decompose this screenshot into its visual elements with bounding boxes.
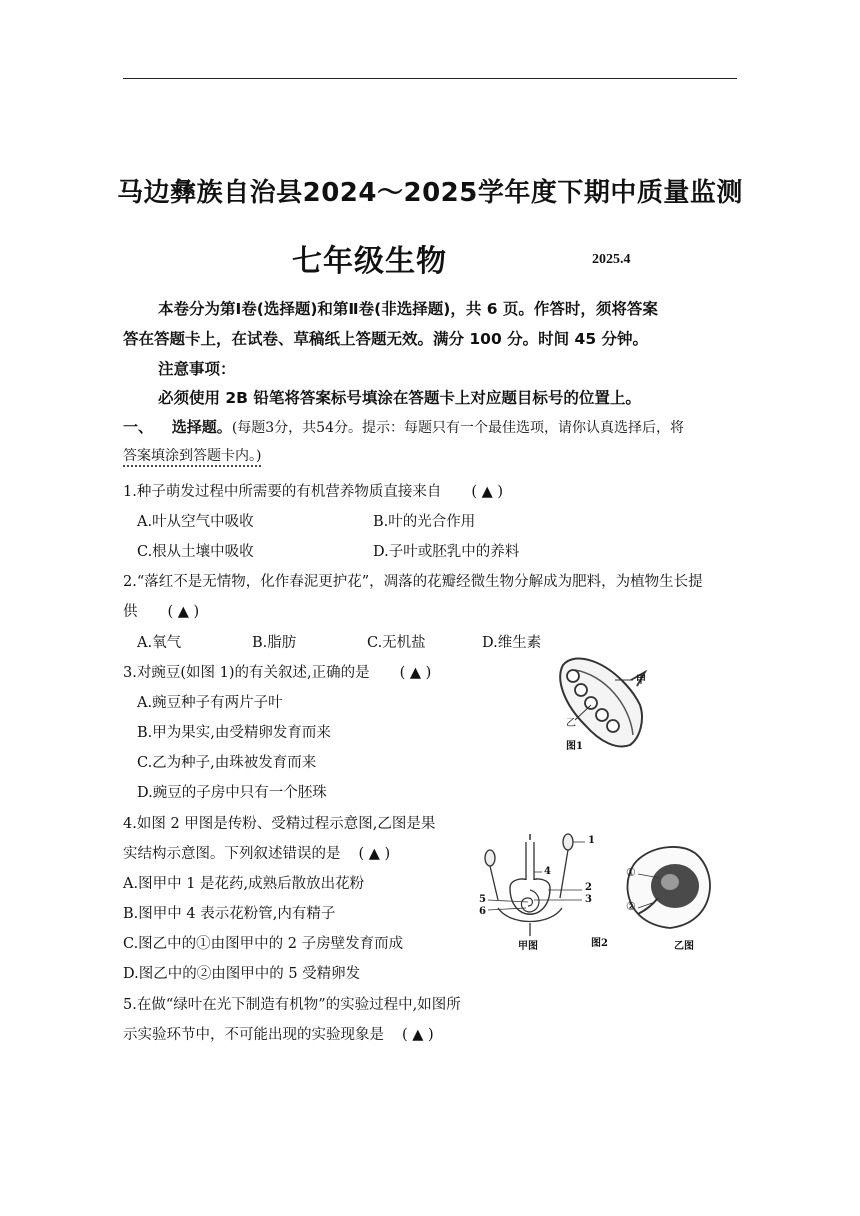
figure-2-circle-2: ② [626, 900, 636, 913]
section1-desc-1: (每题3分，共54分。提示：每题只有一个最佳选项，请你认真选择后，将 [231, 420, 684, 436]
figure-1-label-jia: 甲 [636, 675, 646, 686]
question-1 [123, 480, 503, 501]
exam-title: 马边彝族自治县2024～2025学年度下期中质量监测 [117, 178, 743, 208]
pea-seed [575, 684, 587, 696]
notice-text: 必须使用 2B 铅笔将答案标号填涂在答题卡上对应题目标号的位置上。 [158, 389, 641, 407]
question-5-stem: 5.在做“绿叶在光下制造有机物”的实验过程中,如图所 [123, 997, 461, 1013]
figure-1-label-yi: 乙 [566, 718, 576, 729]
figure-2-label-1: 1 [588, 835, 595, 846]
figure-2-label-2: 2 [585, 882, 592, 893]
q2-option-a: A.氧气 [137, 635, 182, 651]
q4-option-a: A.图甲中 1 是花药,成熟后散放出花粉 [123, 876, 365, 892]
question-5-line-2 [123, 1023, 434, 1044]
q2-option-d: D.维生素 [482, 635, 542, 651]
q4-option-b: B.图甲中 4 表示花粉管,内有精子 [123, 906, 336, 922]
pea-seed [567, 670, 579, 682]
q4-option-c: C.图乙中的①由图甲中的 2 子房壁发育而成 [123, 936, 404, 952]
question-1-stem: 1.种子萌发过程中所需要的有机营养物质直接来自 [123, 484, 442, 500]
ovary [510, 879, 550, 914]
figure-2-caption: 图2 [591, 938, 608, 949]
question-3-stem: 3.对豌豆(如图 1)的有关叙述,正确的是 [123, 665, 370, 681]
ovule [521, 890, 539, 912]
filament [490, 866, 498, 900]
answer-blank: ( ▲ ) [358, 846, 391, 862]
style [526, 842, 534, 880]
question-2-stem-2: 供 [123, 604, 138, 620]
figure-2-circle-1: ① [626, 866, 636, 879]
question-3 [123, 661, 431, 682]
answer-blank: ( ▲ ) [402, 1027, 434, 1043]
pea-seed [607, 720, 619, 732]
q4-option-d: D.图乙中的②由图甲中的 5 受精卵发 [123, 966, 361, 982]
seed-highlight [661, 874, 679, 890]
section1-desc-2: 答案填涂到答题卡内。) [123, 448, 261, 467]
answer-blank: ( ▲ ) [471, 484, 504, 500]
figure-2-label-6: 6 [479, 906, 486, 917]
figure-2-label-3: 3 [585, 894, 592, 905]
notice-label: 注意事项： [158, 360, 236, 378]
intro-line-1: 本卷分为第Ⅰ卷(选择题)和第Ⅱ卷(非选择题)，共 6 页。作答时，须将答案 [158, 300, 658, 318]
figure-2-label-4: 4 [544, 866, 551, 877]
answer-blank: ( ▲ ) [167, 604, 200, 620]
anther [485, 850, 495, 866]
q1-option-c: C.根从土壤中吸收 [137, 544, 254, 560]
intro-line-2: 答在答题卡上，在试卷、草稿纸上答题无效。满分 100 分。时间 45 分钟。 [123, 330, 649, 348]
figure-1-pea-pod [545, 650, 655, 760]
figure-2-jia-flower [485, 834, 585, 936]
pea-seed [596, 709, 608, 721]
exam-subtitle: 七年级生物 [292, 244, 447, 279]
q1-option-a: A.叶从空气中吸收 [137, 514, 254, 530]
question-2-line-2 [123, 600, 199, 621]
section1-heading: 选择题。 [171, 418, 232, 436]
label-line [488, 908, 526, 910]
q2-option-c: C.无机盐 [367, 635, 426, 651]
figure-1-caption: 图1 [566, 741, 583, 752]
section1-heading-line [123, 413, 743, 443]
q3-option-a: A.豌豆种子有两片子叶 [137, 695, 283, 711]
figure-2-caption-jia: 甲图 [518, 941, 538, 952]
figure-2-yi-fruit [628, 847, 710, 928]
question-4-line-2 [123, 842, 390, 863]
section1-desc-line-2 [123, 442, 743, 471]
question-4-stem: 4.如图 2 甲图是传粉、受精过程示意图,乙图是果 [123, 816, 436, 832]
q3-option-d: D.豌豆的子房中只有一个胚珠 [137, 785, 327, 801]
pea-seed [585, 697, 597, 709]
section1-number: 一、 [123, 418, 154, 436]
q3-option-b: B.甲为果实,由受精卵发育而来 [137, 725, 331, 741]
anther [563, 834, 573, 850]
question-2-stem: 2.“落红不是无情物，化作春泥更护花”，凋落的花瓣经微生物分解成为肥料，为植物生长提 [123, 574, 703, 590]
question-5-stem-2: 示实验环节中，不可能出现的实验现象是 [123, 1027, 384, 1043]
q2-option-b: B.脂肪 [252, 635, 297, 651]
q3-option-c: C.乙为种子,由珠被发育而来 [137, 755, 317, 771]
figure-2-caption-yi: 乙图 [674, 941, 694, 952]
filament [560, 850, 568, 898]
q1-option-d: D.子叶或胚乳中的养料 [373, 544, 520, 560]
answer-blank: ( ▲ ) [399, 665, 432, 681]
question-4-stem-2: 实结构示意图。下列叙述错误的是 [123, 846, 341, 862]
q1-option-b: B.叶的光合作用 [373, 514, 476, 530]
exam-date: 2025.4 [592, 252, 631, 267]
header-rule [123, 78, 737, 79]
figure-2-label-5: 5 [479, 894, 486, 905]
